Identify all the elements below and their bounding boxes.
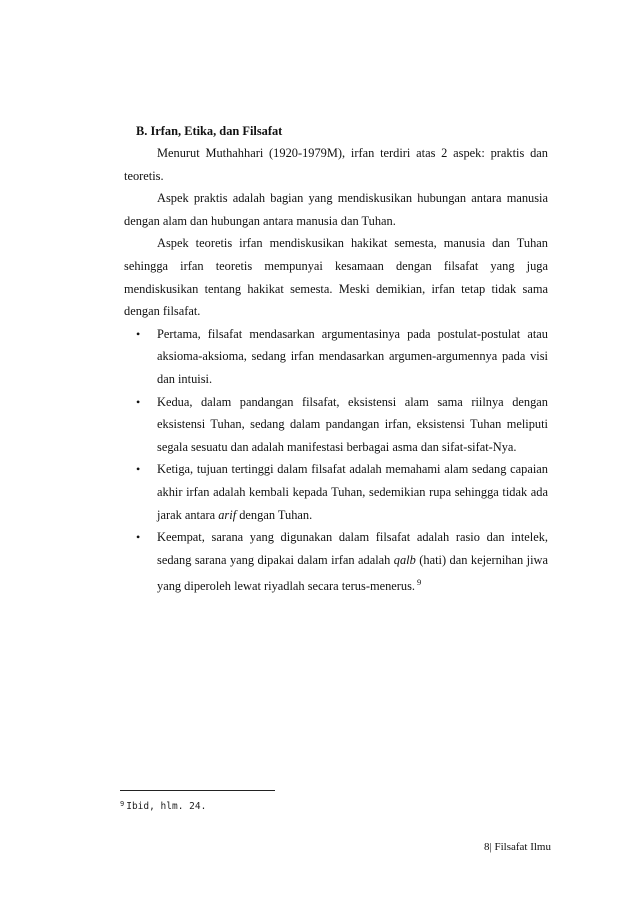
paragraph-theoretical-aspect: Aspek teoretis irfan mendiskusikan hakikat semesta, manusia dan Tuhan sehingga irfan teoretis mempunyai kesamaan dengan filsafat yang juga mendiskusikan tentang hakikat semesta. Meski demikian, irfan tetap tidak sama dengan filsafat. <box>124 236 548 319</box>
bullet-icon: • <box>136 530 141 545</box>
list-item-text: Kedua, dalam pandangan filsafat, eksistensi alam sama riilnya dengan eksistensi Tuhan, sedang dalam pandangan irfan, eksistensi Tuhan meliputi segala sesuatu dan adalah manifestasi berbagai asma dan sifat-sifat-Nya. <box>157 394 548 454</box>
bullet-icon: • <box>136 462 141 477</box>
list-item-text-before: Ketiga, tujuan tertinggi dalam filsafat adalah memahami alam sedang capaian akhir irfan adalah kembali kepada Tuhan, sedemikian rupa sehingga tidak ada jarak antara <box>157 462 548 522</box>
footnote <box>120 797 206 814</box>
list-item-keempat <box>124 526 548 598</box>
section-heading: B. Irfan, Etika, dan Filsafat <box>136 124 283 138</box>
paragraph-intro: Menurut Muthahhari (1920-1979M), irfan terdiri atas 2 aspek: praktis dan teoretis. <box>124 146 548 183</box>
list-item-kedua <box>124 391 548 459</box>
list-item-text-after: (hati) dan kejernihan jiwa yang diperoleh lewat riyadlah secara terus-menerus. <box>157 552 548 594</box>
page-footer: 8| Filsafat Ilmu <box>484 841 551 853</box>
italic-term-qalb: qalb <box>393 552 416 567</box>
bullet-icon: • <box>136 326 141 341</box>
list-item-pertama <box>124 323 548 391</box>
footnote-divider <box>120 790 275 791</box>
list-item-ketiga <box>124 458 548 526</box>
footnote-text: Ibid, hlm. 24. <box>126 801 207 812</box>
italic-term-arif: arif <box>218 507 237 522</box>
list-item-text: Pertama, filsafat mendasarkan argumentasinya pada postulat-postulat atau aksioma-aksioma, sedang irfan mendasarkan argumen-argumennya pada visi dan intuisi. <box>157 326 548 386</box>
list-item-text-after: dengan Tuhan. <box>236 507 313 522</box>
footnote-reference[interactable]: 9 <box>417 577 422 588</box>
paragraph-practical-aspect: Aspek praktis adalah bagian yang mendiskusikan hubungan antara manusia dengan alam dan hubungan antara manusia dan Tuhan. <box>124 191 548 228</box>
bullet-icon: • <box>136 394 141 409</box>
list-item-text-before: Keempat, sarana yang digunakan dalam filsafat adalah rasio dan intelek, sedang sarana yang dipakai dalam irfan adalah <box>157 530 548 567</box>
footnote-number: 9 <box>120 800 125 808</box>
page-content <box>124 120 548 598</box>
differences-list <box>124 323 548 598</box>
